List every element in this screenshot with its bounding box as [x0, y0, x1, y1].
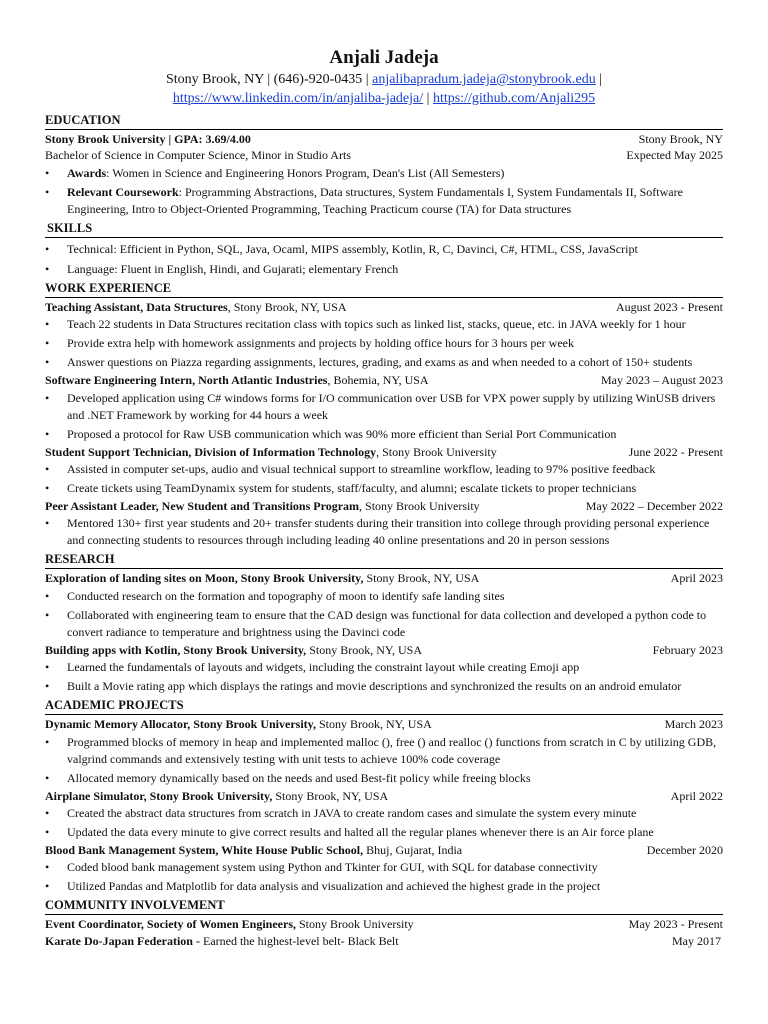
project-title: Blood Bank Management System, White House Public School, Bhuj, Gujarat, India: [45, 842, 463, 857]
section-heading-research: RESEARCH: [45, 552, 723, 569]
job-row: [45, 445, 723, 459]
community-row: [45, 934, 723, 948]
research-date: April 2023: [670, 571, 723, 586]
job-title: Teaching Assistant, Data Structures, Stony Brook, NY, USA: [45, 299, 347, 314]
project-date: December 2020: [646, 842, 723, 857]
job-title: Peer Assistant Leader, New Student and Transitions Program, Stony Brook University: [45, 498, 480, 513]
graduation-date: Expected May 2025: [626, 148, 723, 163]
community-title: Event Coordinator, Society of Women Engineers, Stony Brook University: [45, 917, 414, 932]
project-bullets: [45, 805, 723, 841]
research-row: [45, 571, 723, 585]
project-row: [45, 843, 723, 857]
resume-header: [45, 0, 723, 108]
research-title: Building apps with Kotlin, Stony Brook University, Stony Brook, NY, USA: [45, 642, 422, 657]
job-date: May 2022 – December 2022: [585, 498, 723, 513]
list-item: • Technical: Efficient in Python, SQL, Java, Ocaml, MIPS assembly, Kotlin, R, C, Davinci, C#, HTML, CSS, JavaScript: [67, 241, 723, 258]
job-bullets: [45, 515, 723, 549]
job-row: [45, 499, 723, 513]
project-date: March 2023: [664, 717, 723, 732]
coursework-label: Relevant Coursework: [67, 184, 179, 199]
coursework-text: : Programming Abstractions, Data structures, System Fundamentals I, System Fundamentals II, Software Engineering, Intro to Object-Oriented Programming, Teaching Practicum course (TA) for Data structures: [67, 184, 683, 216]
school-location: Stony Brook, NY: [638, 132, 723, 146]
job-date: August 2023 - Present: [616, 299, 723, 314]
job-bullets: [45, 461, 723, 497]
list-item: • Developed application using C# windows forms for I/O communication over USB for VPX power supply by utilizing WinUSB drivers and .NET Framework by working for 44 hours a week: [67, 390, 723, 424]
research-bullets: [45, 659, 723, 695]
project-bullets: [45, 734, 723, 787]
job-row: [45, 373, 723, 387]
list-item: • Conducted research on the formation and topography of moon to identify safe landing sites: [67, 588, 723, 605]
list-item: • Teach 22 students in Data Structures recitation class with topics such as linked list, stacks, queue, etc. in JAVA weekly for 1 hour: [67, 316, 723, 333]
job-bullets: [45, 316, 723, 371]
github-link[interactable]: https://github.com/Anjali295: [432, 91, 596, 106]
job-bullets: [45, 390, 723, 443]
project-title: Dynamic Memory Allocator, Stony Brook University, Stony Brook, NY, USA: [45, 717, 432, 732]
list-item: • Language: Fluent in English, Hindi, and Gujarati; elementary French: [67, 261, 723, 278]
job-date: June 2022 - Present: [628, 444, 723, 459]
contact-line-1: [45, 70, 723, 89]
section-heading-skills: SKILLS: [45, 221, 723, 238]
contact-separator: |: [423, 91, 433, 106]
list-item: • Proposed a protocol for Raw USB communication which was 90% more efficient than Serial Port Communication: [67, 426, 723, 443]
list-item: • Coded blood bank management system using Python and Tkinter for GUI, with SQL for database connectivity: [67, 859, 723, 876]
job-title: Student Support Technician, Division of Information Technology, Stony Brook University: [45, 444, 497, 459]
project-row: [45, 789, 723, 803]
list-item: • Collaborated with engineering team to ensure that the CAD design was functional for data collection and developed a python code to convert radiance to temperature and brightness using the Davinci code: [67, 607, 723, 641]
degree: Bachelor of Science in Computer Science, Minor in Studio Arts: [45, 148, 351, 163]
research-title: Exploration of landing sites on Moon, Stony Brook University, Stony Brook, NY, USA: [45, 571, 480, 586]
linkedin-link[interactable]: https://www.linkedin.com/in/anjaliba-jadeja/: [172, 91, 424, 106]
project-title: Airplane Simulator, Stony Brook University, Stony Brook, NY, USA: [45, 788, 389, 803]
list-item: • Built a Movie rating app which displays the ratings and movie descriptions and synchronized the results on an android emulator: [67, 678, 723, 695]
project-row: [45, 717, 723, 731]
community-title: Karate Do-Japan Federation - Earned the highest-level belt- Black Belt: [45, 933, 399, 948]
candidate-name: Anjali Jadeja: [329, 47, 439, 68]
research-row: [45, 643, 723, 657]
list-item: • Programmed blocks of memory in heap and implemented malloc (), free () and realloc () functions from scratch in C by utilizing GDB, valgrind commands and extensively testing with unit tests to achieve 100% code coverage: [67, 734, 723, 768]
list-item: • Created the abstract data structures from scratch in JAVA to create random cases and simulate the system every minute: [67, 805, 723, 822]
research-bullets: [45, 588, 723, 641]
job-title: Software Engineering Intern, North Atlantic Industries, Bohemia, NY, USA: [45, 373, 429, 388]
community-date: May 2023 - Present: [628, 917, 723, 932]
contact-location-phone: Stony Brook, NY | (646)-920-0435 |: [165, 72, 373, 87]
list-item: • Updated the data every minute to give correct results and halted all the regular planes whenever there is an Air force plane: [67, 824, 723, 841]
list-item: • Provide extra help with homework assignments and projects by holding office hours for 3 hours per week: [67, 335, 723, 352]
education-degree-row: [45, 148, 723, 162]
awards-text: : Women in Science and Engineering Honors Program, Dean's List: [106, 165, 430, 180]
list-item: • Utilized Pandas and Matplotlib for data analysis and visualization and achieved the highest grade in the project: [67, 878, 723, 895]
list-item: • Mentored 130+ first year students and 20+ transfer students during their transition into college through providing personal experience and connecting students to resources through including leading 40 online presentations and 20 in person sessions: [67, 515, 723, 549]
list-item: [67, 184, 723, 218]
contact-line-2: [45, 89, 723, 108]
section-heading-education: EDUCATION: [45, 113, 723, 130]
section-heading-community: COMMUNITY INVOLVEMENT: [45, 898, 723, 915]
contact-separator: |: [595, 72, 603, 87]
school-name: Stony Brook University | GPA: 3.69/4.00: [45, 132, 251, 146]
education-school-row: [45, 132, 723, 146]
job-date: May 2023 – August 2023: [600, 373, 723, 388]
project-date: April 2022: [670, 788, 723, 803]
list-item: • Create tickets using TeamDynamix system for students, staff/faculty, and alumni; escalate tickets to proper technicians: [67, 480, 723, 497]
community-row: [45, 917, 723, 931]
list-item: [67, 165, 723, 182]
awards-suffix: (All Semesters): [429, 165, 505, 180]
project-bullets: [45, 859, 723, 895]
section-heading-work: WORK EXPERIENCE: [45, 281, 723, 298]
list-item: • Assisted in computer set-ups, audio and visual technical support to streamline workflow, leading to 97% positive feedback: [67, 461, 723, 478]
list-item: • Answer questions on Piazza regarding assignments, lectures, grading, and exams as and when needed to a cohort of 150+ students: [67, 354, 723, 371]
community-date: May 2017: [672, 933, 721, 948]
education-bullets: [45, 165, 723, 218]
email-link[interactable]: anjalibapradum.jadeja@stonybrook.edu: [372, 72, 596, 87]
section-heading-projects: ACADEMIC PROJECTS: [45, 698, 723, 715]
research-date: February 2023: [652, 642, 723, 657]
awards-label: Awards: [67, 165, 107, 180]
list-item: • Allocated memory dynamically based on the needs and used Best-fit policy while freeing blocks: [67, 770, 723, 787]
list-item: • Learned the fundamentals of layouts and widgets, including the constraint layout while creating Emoji app: [67, 659, 723, 676]
job-row: [45, 300, 723, 314]
skills-list: [45, 241, 723, 278]
